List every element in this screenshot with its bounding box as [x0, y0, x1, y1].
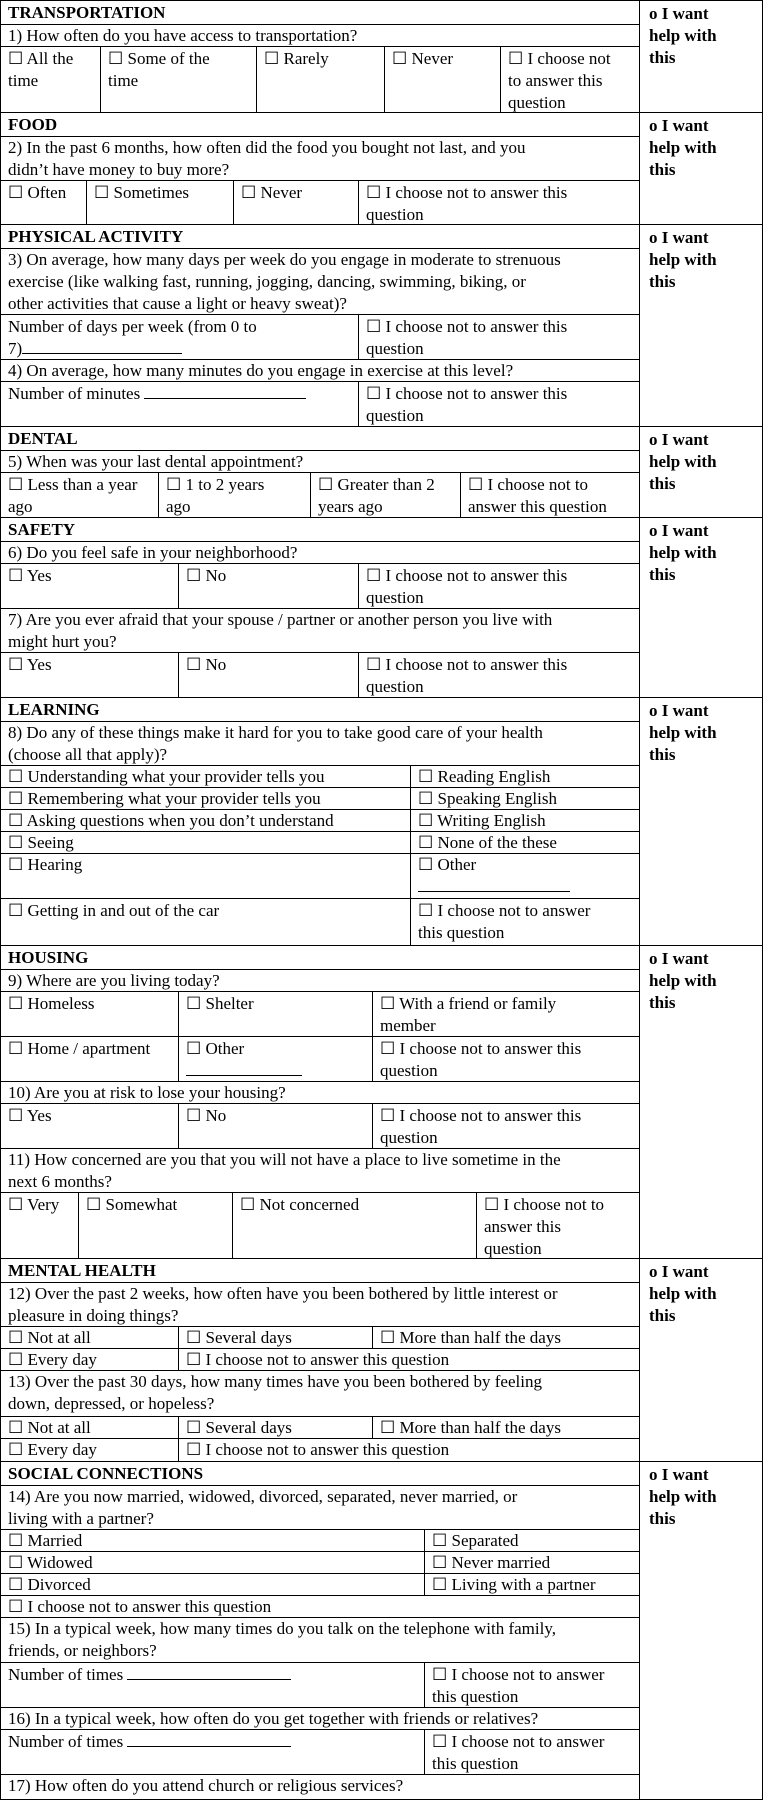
- answer-row: [0, 314, 639, 359]
- section-title: FOOD: [8, 115, 58, 134]
- options-row: [0, 180, 639, 225]
- answer-row: [0, 381, 639, 427]
- option-asking-questions[interactable]: ☐ Asking questions when you don’t understand: [8, 811, 334, 830]
- option-rarely[interactable]: ☐ Rarely: [264, 49, 329, 68]
- option-seeing[interactable]: ☐ Seeing: [8, 833, 74, 852]
- help-checkbox[interactable]: o I want help with this: [649, 1465, 717, 1528]
- help-checkbox[interactable]: o I want help with this: [649, 4, 717, 67]
- section-safety: [0, 517, 763, 697]
- section-transportation: [0, 0, 763, 112]
- option-getting-in-car[interactable]: ☐ Getting in and out of the car: [8, 901, 220, 920]
- option-widowed[interactable]: ☐ Widowed: [8, 1553, 93, 1572]
- option-choose-not-to-answer[interactable]: ☐ I choose not to answer this question: [186, 1440, 450, 1459]
- option-choose-not-to-answer[interactable]: ☐ I choose not to answer this question: [432, 1665, 605, 1706]
- option-several-days[interactable]: ☐ Several days: [186, 1418, 292, 1437]
- question-text: 10) Are you at risk to lose your housing?: [8, 1083, 286, 1102]
- section-title: SAFETY: [8, 520, 76, 539]
- question-text: 2) In the past 6 months, how often did the food you bought not last, and you didn’t have money to buy more?: [8, 138, 526, 179]
- section-title: TRANSPORTATION: [8, 3, 166, 22]
- section-title: DENTAL: [8, 429, 78, 448]
- options-row: [0, 563, 639, 608]
- option-never[interactable]: ☐ Never: [392, 49, 454, 68]
- option-with-friend-family[interactable]: ☐ With a friend or family member: [380, 994, 557, 1035]
- section-title: PHYSICAL ACTIVITY: [8, 227, 184, 246]
- options-row: [0, 472, 639, 518]
- option-often[interactable]: ☐ Often: [8, 183, 67, 202]
- help-checkbox[interactable]: o I want help with this: [649, 116, 717, 179]
- option-hearing[interactable]: ☐ Hearing: [8, 855, 83, 874]
- option-every-day[interactable]: ☐ Every day: [8, 1440, 97, 1459]
- times-field[interactable]: Number of times: [8, 1731, 291, 1753]
- times-field[interactable]: Number of times: [8, 1664, 291, 1686]
- section-dental: [0, 426, 763, 517]
- options-row: [0, 991, 639, 1036]
- section-social-connections: [0, 1461, 763, 1800]
- option-choose-not-to-answer[interactable]: ☐ I choose not to answer this question: [366, 384, 568, 425]
- section-physical-activity: [0, 224, 763, 426]
- option-some-of-the-time[interactable]: ☐ Some of the time: [108, 49, 210, 90]
- option-never-married[interactable]: ☐ Never married: [432, 1553, 551, 1572]
- minutes-field[interactable]: Number of minutes: [8, 383, 306, 405]
- option-1-to-2-years[interactable]: ☐ 1 to 2 years ago: [166, 475, 265, 516]
- option-no[interactable]: ☐ No: [186, 1106, 227, 1125]
- section-mental-health: [0, 1258, 763, 1461]
- question-text: 14) Are you now married, widowed, divorced, separated, never married, or living with a partner?: [8, 1487, 518, 1528]
- option-separated[interactable]: ☐ Separated: [432, 1531, 519, 1550]
- question-text: 17) How often do you attend church or religious services?: [8, 1776, 404, 1795]
- option-not-concerned[interactable]: ☐ Not concerned: [240, 1195, 360, 1214]
- section-title: HOUSING: [8, 948, 89, 967]
- help-checkbox[interactable]: o I want help with this: [649, 521, 717, 584]
- option-reading-english[interactable]: ☐ Reading English: [418, 767, 551, 786]
- question-text: 1) How often do you have access to transportation?: [8, 26, 358, 45]
- option-more-than-half[interactable]: ☐ More than half the days: [380, 1418, 561, 1437]
- options-row: [0, 652, 639, 698]
- question-text: 8) Do any of these things make it hard for you to take good care of your health (choose all that apply)?: [8, 723, 543, 764]
- days-per-week-field[interactable]: Number of days per week (from 0 to 7): [8, 317, 257, 358]
- question-text: 6) Do you feel safe in your neighborhood?: [8, 543, 298, 562]
- option-understanding[interactable]: ☐ Understanding what your provider tells you: [8, 767, 325, 786]
- options-row: [0, 46, 639, 113]
- question-text: 9) Where are you living today?: [8, 971, 220, 990]
- option-choose-not-to-answer[interactable]: ☐ I choose not to answer this question: [366, 655, 568, 696]
- section-food: [0, 112, 763, 224]
- option-all-the-time[interactable]: ☐ All the time: [8, 49, 74, 90]
- option-choose-not-to-answer[interactable]: ☐ I choose not to answer this question: [366, 183, 568, 224]
- question-text: 11) How concerned are you that you will not have a place to live sometime in the next 6 months?: [8, 1150, 561, 1191]
- help-checkbox[interactable]: o I want help with this: [649, 949, 717, 1012]
- option-greater-than-2-years[interactable]: ☐ Greater than 2 years ago: [318, 475, 435, 516]
- option-several-days[interactable]: ☐ Several days: [186, 1328, 292, 1347]
- question-text: 16) In a typical week, how often do you get together with friends or relatives?: [8, 1709, 539, 1728]
- option-home-apartment[interactable]: ☐ Home / apartment: [8, 1039, 151, 1058]
- option-none[interactable]: ☐ None of the these: [418, 833, 557, 852]
- option-not-at-all[interactable]: ☐ Not at all: [8, 1418, 91, 1437]
- option-yes[interactable]: ☐ Yes: [8, 655, 52, 674]
- option-choose-not-to-answer[interactable]: ☐ I choose not to answer this question: [418, 901, 591, 942]
- question-text: 4) On average, how many minutes do you engage in exercise at this level?: [8, 361, 514, 380]
- option-shelter[interactable]: ☐ Shelter: [186, 994, 254, 1013]
- option-less-than-a-year[interactable]: ☐ Less than a year ago: [8, 475, 138, 516]
- help-checkbox[interactable]: o I want help with this: [649, 1262, 717, 1325]
- question-text: 13) Over the past 30 days, how many times have you been bothered by feeling down, depressed, or hopeless?: [8, 1372, 542, 1413]
- option-choose-not-to-answer[interactable]: ☐ I choose not to answer this question: [380, 1106, 582, 1147]
- section-title: SOCIAL CONNECTIONS: [8, 1464, 204, 1483]
- option-other[interactable]: ☐ Other: [418, 854, 570, 898]
- option-sometimes[interactable]: ☐ Sometimes: [94, 183, 190, 202]
- option-choose-not-to-answer[interactable]: ☐ I choose not to answer this question: [484, 1195, 605, 1258]
- question-text: 15) In a typical week, how many times do you talk on the telephone with family, friends, or neighbors?: [8, 1619, 556, 1660]
- option-yes[interactable]: ☐ Yes: [8, 566, 52, 585]
- option-yes[interactable]: ☐ Yes: [8, 1106, 52, 1125]
- option-living-with-partner[interactable]: ☐ Living with a partner: [432, 1575, 596, 1594]
- option-choose-not-to-answer[interactable]: ☐ I choose not to answer this question: [366, 566, 568, 607]
- help-checkbox[interactable]: o I want help with this: [649, 430, 717, 493]
- options-row: [0, 1192, 639, 1259]
- option-choose-not-to-answer[interactable]: ☐ I choose not to answer this question: [380, 1039, 582, 1080]
- section-learning: [0, 697, 763, 945]
- option-choose-not-to-answer[interactable]: ☐ I choose not to answer this question: [432, 1732, 605, 1773]
- option-homeless[interactable]: ☐ Homeless: [8, 994, 95, 1013]
- option-not-at-all[interactable]: ☐ Not at all: [8, 1328, 91, 1347]
- option-no[interactable]: ☐ No: [186, 655, 227, 674]
- option-divorced[interactable]: ☐ Divorced: [8, 1575, 91, 1594]
- option-somewhat[interactable]: ☐ Somewhat: [86, 1195, 178, 1214]
- option-every-day[interactable]: ☐ Every day: [8, 1350, 97, 1369]
- help-checkbox[interactable]: o I want help with this: [649, 228, 717, 291]
- option-choose-not-to-answer[interactable]: ☐ I choose not to answer this question: [468, 475, 607, 516]
- option-married[interactable]: ☐ Married: [8, 1531, 83, 1550]
- option-other[interactable]: ☐ Other: [186, 1038, 302, 1082]
- section-housing: [0, 945, 763, 1258]
- help-checkbox[interactable]: o I want help with this: [649, 701, 717, 764]
- option-choose-not-to-answer[interactable]: ☐ I choose not to answer this question: [186, 1350, 450, 1369]
- option-no[interactable]: ☐ No: [186, 566, 227, 585]
- question-text: 7) Are you ever afraid that your spouse / partner or another person you live with might hurt you?: [8, 610, 553, 651]
- option-speaking-english[interactable]: ☐ Speaking English: [418, 789, 557, 808]
- question-text: 5) When was your last dental appointment?: [8, 452, 304, 471]
- option-remembering[interactable]: ☐ Remembering what your provider tells you: [8, 789, 321, 808]
- option-writing-english[interactable]: ☐ Writing English: [418, 811, 546, 830]
- option-never[interactable]: ☐ Never: [241, 183, 303, 202]
- question-text: 3) On average, how many days per week do you engage in moderate to strenuous exercise (like walking fast, running, jogging, dancing, swimming, biking, or other activities that cause a light or heavy sweat)?: [8, 250, 561, 313]
- option-choose-not-to-answer[interactable]: ☐ I choose not to answer this question: [508, 49, 611, 112]
- option-choose-not-to-answer[interactable]: ☐ I choose not to answer this question: [366, 317, 568, 358]
- option-very[interactable]: ☐ Very: [8, 1195, 60, 1214]
- option-choose-not-to-answer[interactable]: ☐ I choose not to answer this question: [8, 1597, 272, 1616]
- section-title: LEARNING: [8, 700, 100, 719]
- question-text: 12) Over the past 2 weeks, how often have you been bothered by little interest or pleasure in doing things?: [8, 1284, 558, 1325]
- option-more-than-half[interactable]: ☐ More than half the days: [380, 1328, 561, 1347]
- section-title: MENTAL HEALTH: [8, 1261, 156, 1280]
- options-row: [0, 1036, 639, 1081]
- options-row: [0, 1103, 639, 1148]
